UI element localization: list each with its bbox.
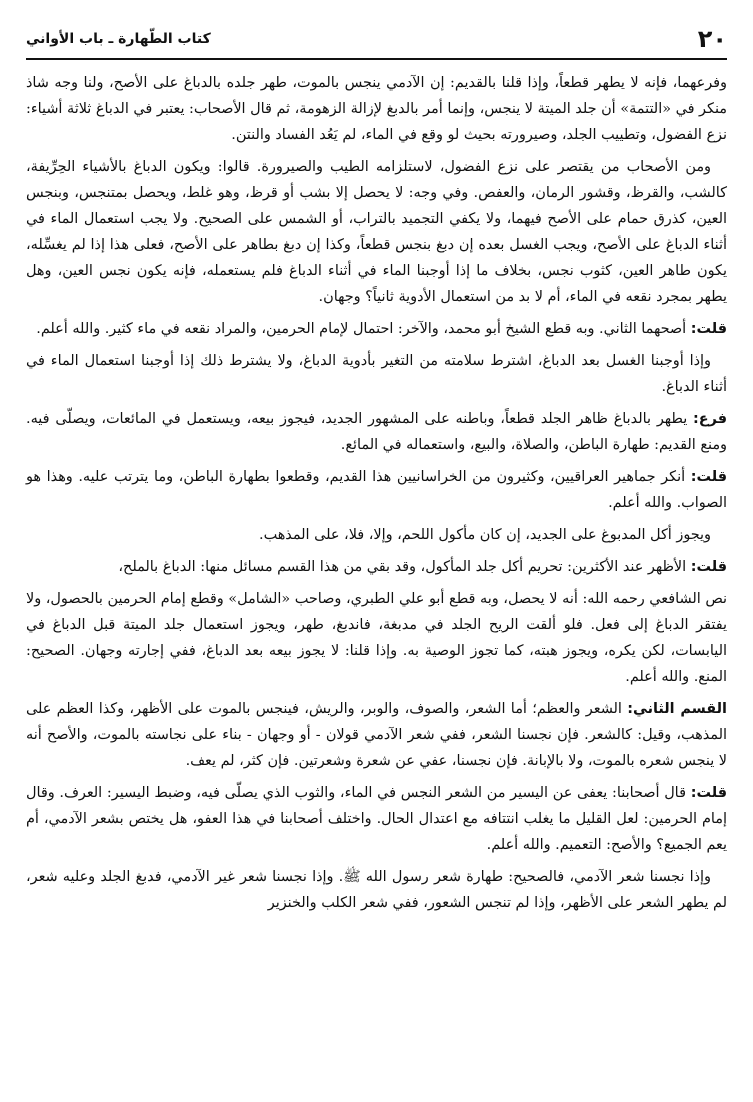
paragraph <box>26 348 727 400</box>
paragraph-text: وفرعهما، فإنه لا يطهر قطعاً، وإذا قلنا بالقديم: إن الآدمي ينجس بالموت، طهر جلده بالدباغ على الأصح، ولنا وجه شاذ منكر في «التتمة» أن جلد الميتة لا ينجس، وإنما أمر بالدبغ لإزالة الزهومة، ثم قال الأصحاب: يعتبر في الدباغ ثلاثة أشياء: نزع الفضول، وتطييب الجلد، وصيرورته بحيث لو وقع في الماء، لم يَعُد الفساد والنتن. <box>26 75 727 143</box>
paragraph-heading: القسم الثاني: <box>627 701 727 717</box>
paragraph <box>26 316 727 342</box>
paragraph-heading: قلت: <box>690 469 727 485</box>
page-header <box>26 26 727 52</box>
paragraph <box>26 406 727 458</box>
paragraph <box>26 70 727 148</box>
paragraph-text: قال أصحابنا: يعفى عن اليسير من الشعر النجس في الماء، والثوب الذي يصلّى فيه، وضبط اليسير: العرف. وقال إمام الحرمين: لعل القليل ما يغلب انتتافه مع اعتدال الحال. واختلف أصحابنا في هذا العفو، هل يختص بشعر الآدمي، أم يعم الجميع؟ والأصح: التعميم. والله أعلم. <box>26 785 727 853</box>
paragraph-text: الأظهر عند الأكثرين: تحريم أكل جلد المأكول، وقد بقي من هذا القسم مسائل منها: الدباغ بالملح، <box>118 559 691 575</box>
paragraph-text: وإذا نجسنا شعر الآدمي، فالصحيح: طهارة شعر رسول الله ﷺ. وإذا نجسنا شعر غير الآدمي، فدبغ الجلد وعليه شعر، لم يطهر الشعر على الأظهر، وإذا لم تنجس الشعور، ففي شعر الكلب والخنزير <box>26 869 727 911</box>
paragraph <box>26 864 727 916</box>
paragraph-text: يطهر بالدباغ ظاهر الجلد قطعاً، وباطنه على المشهور الجديد، فيجوز بيعه، ويستعمل في المائعات، ويصلّى فيه. ومنع القديم: طهارة الباطن، والصلاة، والبيع، واستعماله في المائع. <box>26 411 727 453</box>
paragraph <box>26 780 727 858</box>
paragraph <box>26 464 727 516</box>
paragraph-heading: قلت: <box>690 559 727 575</box>
paragraph <box>26 696 727 774</box>
paragraph-text: أصحهما الثاني. وبه قطع الشيخ أبو محمد، والآخر: احتمال لإمام الحرمين، والمراد نقعه في ماء كثير. والله أعلم. <box>36 321 691 337</box>
paragraph-heading: قلت: <box>690 321 727 337</box>
header-rule <box>26 58 727 60</box>
paragraph-heading: فرع: <box>693 411 727 427</box>
paragraph-text: الشعر والعظم؛ أما الشعر، والصوف، والوبر، والريش، فينجس بالموت على الأظهر، وكذا العظم على المذهب، وقيل: كالشعر. فإن نجسنا الشعر، ففي شعر الآدمي قولان - أو وجهان - بناء على نجاسته بالموت، والأصح أنه لا ينجس شعره بالموت، ولا بالإبانة. فإن نجسنا، عفي عن شعرة وشعرتين. فإن كثر، لم يعف. <box>26 701 727 769</box>
paragraph-text: أنكر جماهير العراقيين، وكثيرون من الخراسانيين هذا القديم، وقطعوا بطهارة الباطن، وما يترتب عليه. وهذا هو الصواب. والله أعلم. <box>26 469 727 511</box>
running-title: كتاب الطّهارة ـ باب الأواني <box>26 31 211 47</box>
paragraph-text: وإذا أوجبنا الغسل بعد الدباغ، اشترط سلامته من التغير بأدوية الدباغ، ولا يشترط ذلك إذا أوجبنا استعمال الماء في أثناء الدباغ. <box>26 353 727 395</box>
paragraph <box>26 522 727 548</box>
page-number: ٢٠ <box>697 25 727 53</box>
body-text <box>26 70 727 916</box>
paragraph-text: ويجوز أكل المدبوغ على الجديد، إن كان مأكول اللحم، وإلا، فلا، على المذهب. <box>259 527 711 543</box>
paragraph-text: نص الشافعي رحمه الله: أنه لا يحصل، وبه قطع أبو علي الطبري، وصاحب «الشامل» وقطع إمام الحرمين بالحصول، ولا يفتقر الدباغ إلى فعل. فلو ألقت الريح الجلد في مدبغة، فاندبغ، طهر، ويجوز استعمال جلد الميتة قبل الدباغ في اليابسات، لكن يكره، ويجوز هبته، كما تجوز الوصية به. وإذا قلنا: لا يجوز بيعه بعد الدباغ، ففي إجارته وجهان. الصحيح: المنع. والله أعلم. <box>26 591 727 685</box>
paragraph <box>26 586 727 690</box>
paragraph <box>26 554 727 580</box>
paragraph-text: ومن الأصحاب من يقتصر على نزع الفضول، لاستلزامه الطيب والصيرورة. قالوا: ويكون الدباغ بالأشياء الحِرِّيفة، كالشب، والقرظ، وقشور الرمان، والعفص. وفي وجه: لا يحصل إلا بشب أو قرظ، وهو غلط، ويحصل بمتنجس، وبنجس العين، كذرق حمام على الأصح فيهما، ولا يكفي التجميد بالتراب، أو الشمس على الصحيح. ولا يجب استعمال الماء في أثناء الدباغ على الأصح، ويجب الغسل بعده إن دبغ بنجس قطعاً، وكذا إن دبغ بطاهر على الأصح، فعلى هذا إذا لم يغسِّله، يكون طاهر العين، كثوب نجس، بخلاف ما إذا أوجبنا الماء في أثناء الدباغ فلم يستعمله، فإنه يكون نجس العين، وهل يطهر بمجرد نقعه في الماء، أم لا بد من استعمال الأدوية ثانياً؟ وجهان. <box>26 159 727 305</box>
paragraph-heading: قلت: <box>690 785 727 801</box>
paragraph <box>26 154 727 310</box>
